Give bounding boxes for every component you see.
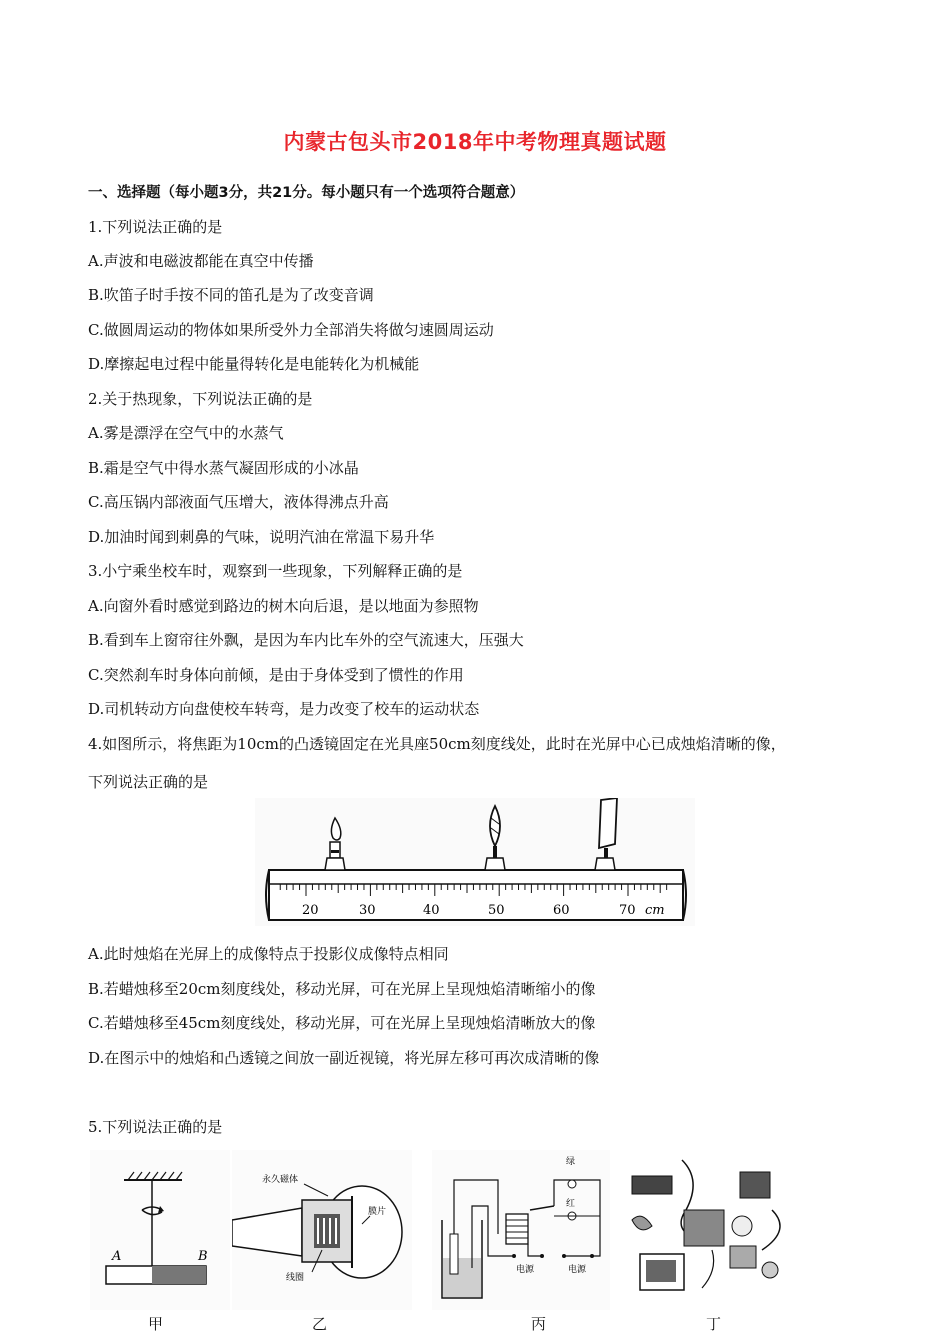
label-red: 红 xyxy=(566,1199,576,1209)
q4-option-c: C.若蜡烛移至45cm刻度线处，移动光屏，可在光屏上呈现烛焰清晰放大的像 xyxy=(88,1014,596,1032)
label-a: A xyxy=(112,1249,122,1264)
q4-option-d: D.在图示中的烛焰和凸透镜之间放一副近视镜，将光屏左移可再次成清晰的像 xyxy=(88,1049,600,1067)
figure-jia xyxy=(90,1150,230,1310)
figure-label-ding: 丁 xyxy=(706,1315,722,1333)
label-permanent-magnet: 永久磁体 xyxy=(262,1175,299,1185)
label-b: B xyxy=(198,1249,208,1264)
label-diaphragm: 膜片 xyxy=(368,1207,387,1217)
q3-option-d: D.司机转动方向盘使校车转弯，是力改变了校车的运动状态 xyxy=(88,700,480,718)
q3-stem: 3.小宁乘坐校车时，观察到一些现象，下列解释正确的是 xyxy=(88,562,463,580)
page-title: 内蒙古包头市2018年中考物理真题试题 xyxy=(283,130,667,154)
ruler-unit: cm xyxy=(645,903,665,918)
q1-option-d: D.摩擦起电过程中能量得转化是电能转化为机械能 xyxy=(88,355,420,373)
q3-option-c: C.突然刹车时身体向前倾，是由于身体受到了惯性的作用 xyxy=(88,666,464,684)
ruler-label: 60 xyxy=(553,903,570,918)
figure-bing xyxy=(432,1150,610,1310)
figure-label-yi: 乙 xyxy=(312,1315,328,1333)
ruler-label: 40 xyxy=(423,903,440,918)
label-power-2: 电源 xyxy=(568,1265,587,1275)
label-power-1: 电源 xyxy=(516,1265,535,1275)
label-coil: 线圈 xyxy=(286,1273,305,1283)
q2-option-b: B.霜是空气中得水蒸气凝固形成的小冰晶 xyxy=(88,459,359,477)
q4-option-b: B.若蜡烛移至20cm刻度线处，移动光屏，可在光屏上呈现烛焰清晰缩小的像 xyxy=(88,980,596,998)
label-green: 绿 xyxy=(566,1157,576,1167)
optical-bench-figure xyxy=(255,798,695,926)
ruler-label: 70 xyxy=(619,903,636,918)
q5-stem: 5.下列说法正确的是 xyxy=(88,1118,223,1136)
q1-option-b: B.吹笛子时手按不同的笛孔是为了改变音调 xyxy=(88,286,374,304)
figure-yi xyxy=(232,1150,412,1310)
q2-option-d: D.加油时闻到刺鼻的气味，说明汽油在常温下易升华 xyxy=(88,528,435,546)
section-heading: 一、选择题（每小题3分，共21分。每小题只有一个选项符合题意） xyxy=(88,185,525,201)
figure-ding xyxy=(622,1150,800,1310)
q1-option-a: A.声波和电磁波都能在真空中传播 xyxy=(88,252,314,270)
q2-stem: 2.关于热现象，下列说法正确的是 xyxy=(88,390,313,408)
q4-stem-line1: 4.如图所示，将焦距为10cm的凸透镜固定在光具座50cm刻度线处，此时在光屏中心已成烛焰清晰的像， xyxy=(88,735,786,753)
q4-option-a: A.此时烛焰在光屏上的成像特点于投影仪成像特点相同 xyxy=(88,945,449,963)
q2-option-a: A.雾是漂浮在空气中的水蒸气 xyxy=(88,424,284,442)
q2-option-c: C.高压锅内部液面气压增大，液体得沸点升高 xyxy=(88,493,389,511)
figure-label-jia: 甲 xyxy=(148,1315,164,1333)
ruler-label: 50 xyxy=(488,903,505,918)
figure-label-bing: 丙 xyxy=(531,1315,547,1333)
ruler-label: 20 xyxy=(302,903,319,918)
ruler-label: 30 xyxy=(359,903,376,918)
q3-option-b: B.看到车上窗帘往外飘，是因为车内比车外的空气流速大，压强大 xyxy=(88,631,524,649)
q1-stem: 1.下列说法正确的是 xyxy=(88,218,223,236)
q3-option-a: A.向窗外看时感觉到路边的树木向后退，是以地面为参照物 xyxy=(88,597,479,615)
q1-option-c: C.做圆周运动的物体如果所受外力全部消失将做匀速圆周运动 xyxy=(88,321,494,339)
q4-stem-line2: 下列说法正确的是 xyxy=(88,773,209,791)
